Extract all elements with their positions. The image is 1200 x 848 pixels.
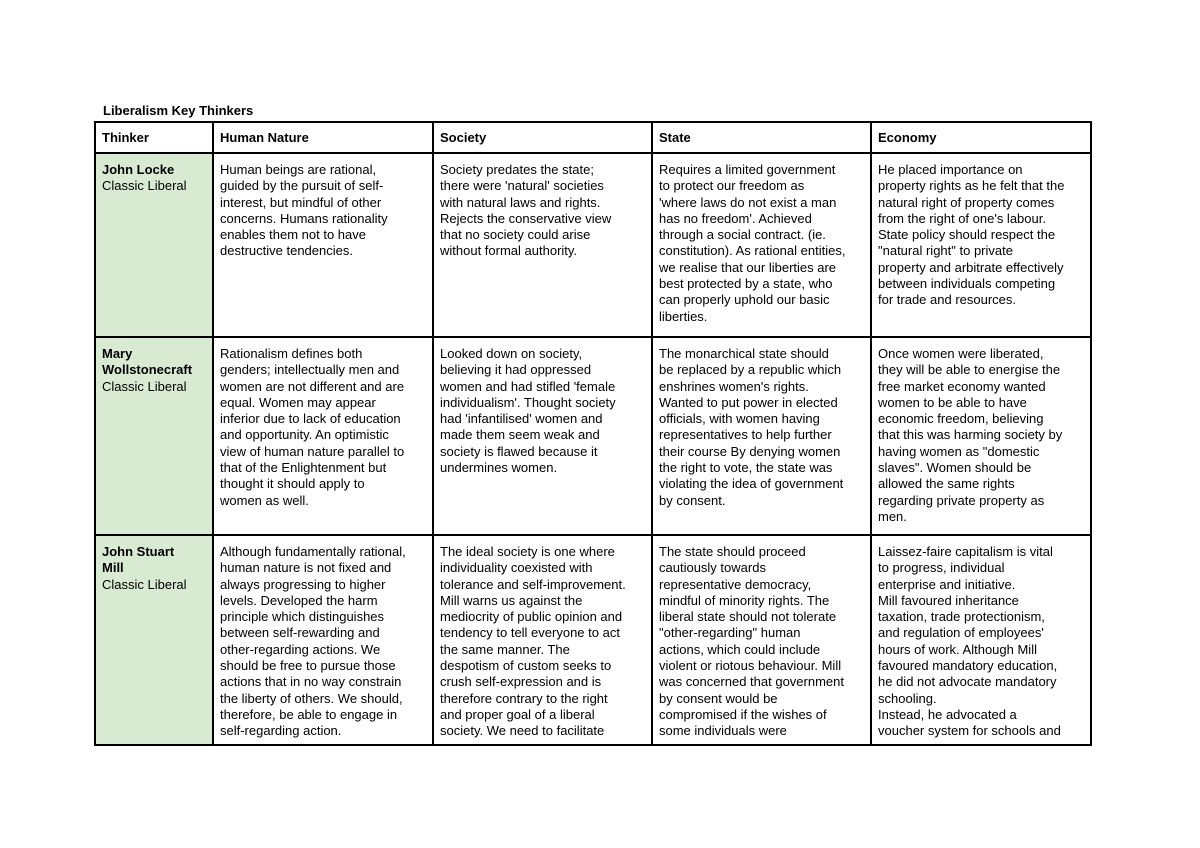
- thinker-cell: [95, 337, 213, 535]
- thinker-type: Classic Liberal: [102, 178, 187, 194]
- human-nature-cell: [213, 337, 433, 535]
- state-cell: [652, 535, 871, 745]
- economy-text: Laissez-faire capitalism is vital to progress, individual enterprise and initiative. Mill favoured inheritance taxation, trade protectionism, and regulation of employees' hours of work. Although Mill favoured mandatory education, he did not advocate mandatory schooling. Instead, he advocated a voucher system for schools and: [878, 544, 1061, 739]
- society-cell: [433, 535, 652, 745]
- header-human-nature: Human Nature: [213, 122, 433, 153]
- thinker-cell: [95, 535, 213, 745]
- header-state: State: [652, 122, 871, 153]
- state-text: The state should proceed cautiously towards representative democracy, mindful of minority rights. The liberal state should not tolerate "other-regarding" human actions, which could include violent or riotous behaviour. Mill was concerned that government by consent would be compromised if the wishes of some individuals were: [659, 544, 844, 739]
- thinker-name: John Stuart Mill: [102, 544, 175, 576]
- table-row: [95, 535, 1091, 745]
- thinkers-table: [94, 121, 1092, 746]
- document-title: Liberalism Key Thinkers: [103, 103, 254, 118]
- header-thinker: Thinker: [95, 122, 213, 153]
- thinker-cell: [95, 153, 213, 337]
- state-cell: [652, 153, 871, 337]
- human-nature-text: Rationalism defines both genders; intellectually men and women are not different and are equal. Women may appear inferior due to lack of education and opportunity. An optimistic view of human nature parallel to that of the Enlightenment but thought it should apply to women as well.: [220, 346, 405, 508]
- economy-cell: [871, 535, 1091, 745]
- society-text: The ideal society is one where individuality coexisted with tolerance and self-improvement. Mill warns us against the mediocrity of public opinion and tendency to tell everyone to act the same manner. The despotism of custom seeks to crush self-expression and is therefore contrary to the right and proper goal of a liberal society. We need to facilitate: [440, 544, 626, 739]
- table-header-row: [95, 122, 1091, 153]
- human-nature-text: Although fundamentally rational, human nature is not fixed and always progressing to higher levels. Developed the harm principle which distinguishes between self-rewarding and other-regarding actions. We should be free to pursue those actions that in no way constrain the liberty of others. We should, therefore, be able to engage in self-regarding action.: [220, 544, 406, 739]
- human-nature-cell: [213, 153, 433, 337]
- header-economy: Economy: [871, 122, 1091, 153]
- thinker-name: Mary Wollstonecraft: [102, 346, 193, 378]
- society-text: Society predates the state; there were 'natural' societies with natural laws and rights. Rejects the conservative view that no society could arise without formal authority.: [440, 162, 612, 259]
- society-cell: [433, 153, 652, 337]
- header-society: Society: [433, 122, 652, 153]
- economy-cell: [871, 153, 1091, 337]
- economy-text: He placed importance on property rights as he felt that the natural right of property comes from the right of one's labour. State policy should respect the "natural right" to private property and arbitrate effectively between individuals competing for trade and resources.: [878, 162, 1065, 308]
- thinker-type: Classic Liberal: [102, 576, 187, 592]
- table-row: [95, 337, 1091, 535]
- economy-text: Once women were liberated, they will be able to energise the free market economy wanted women to be able to have economic freedom, believing that this was harming society by having women as "domestic slaves". Women should be allowed the same rights regarding private property as men.: [878, 346, 1063, 524]
- thinker-name: John Locke: [102, 162, 175, 177]
- human-nature-text: Human beings are rational, guided by the pursuit of self- interest, but mindful of other concerns. Humans rationality enables them not to have destructive tendencies.: [220, 162, 388, 259]
- economy-cell: [871, 337, 1091, 535]
- table-row: [95, 153, 1091, 337]
- society-text: Looked down on society, believing it had oppressed women and had stifled 'female individualism'. Thought society had 'infantilised' women and made them seem weak and society is flawed because it undermines women.: [440, 346, 616, 476]
- human-nature-cell: [213, 535, 433, 745]
- state-cell: [652, 337, 871, 535]
- state-text: The monarchical state should be replaced by a republic which enshrines women's rights. Wanted to put power in elected officials, with women having representatives to help further their course By denying women the right to vote, the state was violating the idea of government by consent.: [659, 346, 844, 508]
- society-cell: [433, 337, 652, 535]
- thinker-type: Classic Liberal: [102, 378, 187, 394]
- state-text: Requires a limited government to protect our freedom as 'where laws do not exist a man has no freedom'. Achieved through a social contract. (ie. constitution). As rational entities, we realise that our liberties are best protected by a state, who can properly uphold our basic liberties.: [659, 162, 846, 324]
